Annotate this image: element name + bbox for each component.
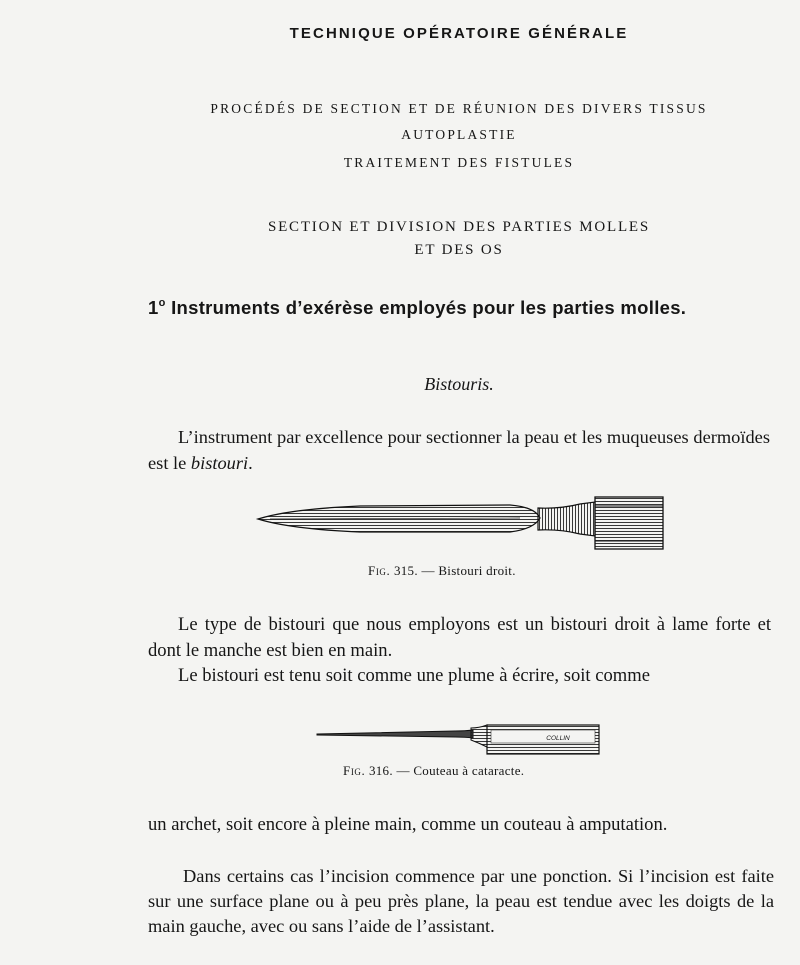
paragraph-5: Dans certains cas l’incision commence par une ponction. Si l’incision est faite sur une surface plane ou à peu près plane, la peau est tendue avec les doigts de la main gauche, avec ou sans l’aide de l’assistant. xyxy=(148,866,774,936)
heading-section-line1: SECTION ET DIVISION DES PARTIES MOLLES xyxy=(267,219,651,235)
paragraph-1-text: L’instrument par excellence pour sectionner la peau et les muqueuses dermoïdes est le xyxy=(148,427,770,473)
paragraph-2: Le type de bistouri que nous employons est un bistouri droit à lame forte et dont le manche est bien en main. xyxy=(148,614,771,661)
paragraph-4: un archet, soit encore à pleine main, comme un couteau à amputation. xyxy=(148,814,668,835)
paragraph-3: Le bistouri est tenu soit comme une plume à écrire, soit comme xyxy=(178,665,650,686)
paragraph-1-end: . xyxy=(248,453,253,473)
figure-316-number: 316. xyxy=(368,763,393,778)
subheading-degree: o xyxy=(158,296,166,309)
figure-315-number: 315. xyxy=(393,563,418,578)
cataract-knife-engraving-icon xyxy=(315,722,605,758)
figure-315-text: — Bistouri droit. xyxy=(421,563,516,578)
paragraph-1 xyxy=(148,424,770,476)
section-title: Bistouris. xyxy=(424,374,494,394)
subheading-number: 1 xyxy=(148,297,159,318)
figure-316-label: Fig. xyxy=(343,763,366,778)
paragraph-1-italic: bistouri xyxy=(190,453,249,473)
heading-procedes: PROCÉDÉS DE SECTION ET DE RÉUNION DES DIVERS TISSUS xyxy=(210,101,708,116)
heading-traitement: TRAITEMENT DES FISTULES xyxy=(343,155,575,170)
heading-section-line2: ET DES OS xyxy=(414,242,504,258)
subheading-text: Instruments d’exérèse employés pour les parties molles. xyxy=(171,297,687,318)
cataract-knife-mark: COLLIN xyxy=(546,735,570,742)
figure-316-caption xyxy=(343,763,524,779)
figure-315-label: Fig. xyxy=(368,563,391,578)
straight-scalpel-engraving-icon xyxy=(250,494,670,554)
running-head: TECHNIQUE OPÉRATOIRE GÉNÉRALE xyxy=(289,25,629,42)
figure-316-text: — Couteau à cataracte. xyxy=(396,763,525,778)
subheading xyxy=(148,297,686,319)
figure-315-caption xyxy=(368,563,516,579)
heading-autoplastie: AUTOPLASTIE xyxy=(401,127,517,142)
